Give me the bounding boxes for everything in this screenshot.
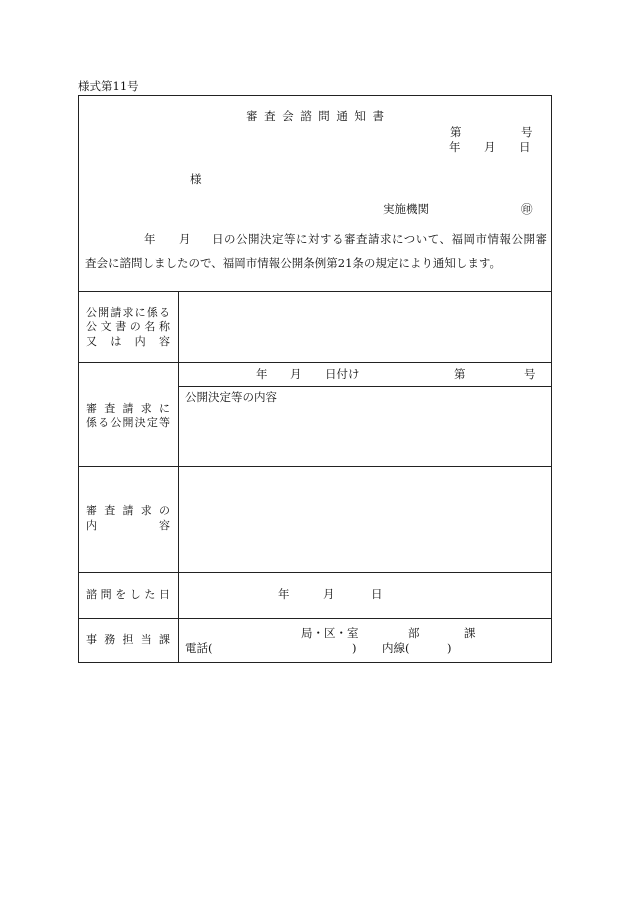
header-date-month: 月 [484,140,496,154]
addressee-honorific: 様 [190,172,202,186]
document-title: 審 査 会 諮 問 通 知 書 [246,109,384,123]
header-number-prefix: 第 [450,125,462,139]
consult-date-label: 諮 問 を し た 日 [86,588,170,601]
extension-open: 内線( [382,641,410,655]
consult-date-year: 年 [278,587,290,601]
row-divider [79,291,551,292]
decision-content-label: 公開決定等の内容 [185,390,277,404]
decision-label-line: 審 査 請 求 に [86,402,170,415]
phone-close: ) [352,641,357,655]
decision-label-line: 係る公開決定等 [86,416,170,429]
row-divider [79,362,551,363]
header-number-suffix: 号 [521,125,533,139]
row-divider [79,466,551,467]
request-content-label-line: 内 容 [86,519,170,532]
extension-close: ) [447,641,452,655]
request-content-label-line: 審 査 請 求 の [86,504,170,517]
phone-open: 電話( [185,641,213,655]
form-number: 様式第11号 [78,79,139,93]
office-label: 事 務 担 当 課 [86,633,170,646]
decision-dated: 日付け [325,367,360,381]
form-frame [78,95,552,663]
decision-year: 年 [256,367,268,381]
seal-mark: ㊞ [521,202,533,216]
consult-date-month: 月 [323,587,335,601]
body-year: 年 [144,232,156,246]
row-divider [79,618,551,619]
body-month: 月 [179,232,191,246]
header-date-year: 年 [449,140,461,154]
office-department: 部 [408,626,420,640]
decision-number-prefix: 第 [454,367,466,381]
request-document-label-line: 公開請求に係る [86,306,170,319]
office-section: 課 [464,626,476,640]
header-date-day: 日 [519,140,531,154]
request-document-label-line: 公 文 書 の 名 称 [86,320,170,333]
office-bureau: 局・区・室 [301,626,359,640]
row-divider [79,572,551,573]
column-divider [178,291,179,662]
consult-date-day: 日 [371,587,383,601]
body-line-2: 査会に諮問しましたので、福岡市情報公開条例第21条の規定により通知します。 [85,256,501,270]
sender-label: 実施機関 [383,202,429,216]
decision-month: 月 [290,367,302,381]
subrow-divider [178,386,551,387]
decision-number-suffix: 号 [524,367,536,381]
request-document-label-line: 又 は 内 容 [86,335,170,348]
body-line-1: 日の公開決定等に対する審査請求について、福岡市情報公開審 [212,232,547,246]
